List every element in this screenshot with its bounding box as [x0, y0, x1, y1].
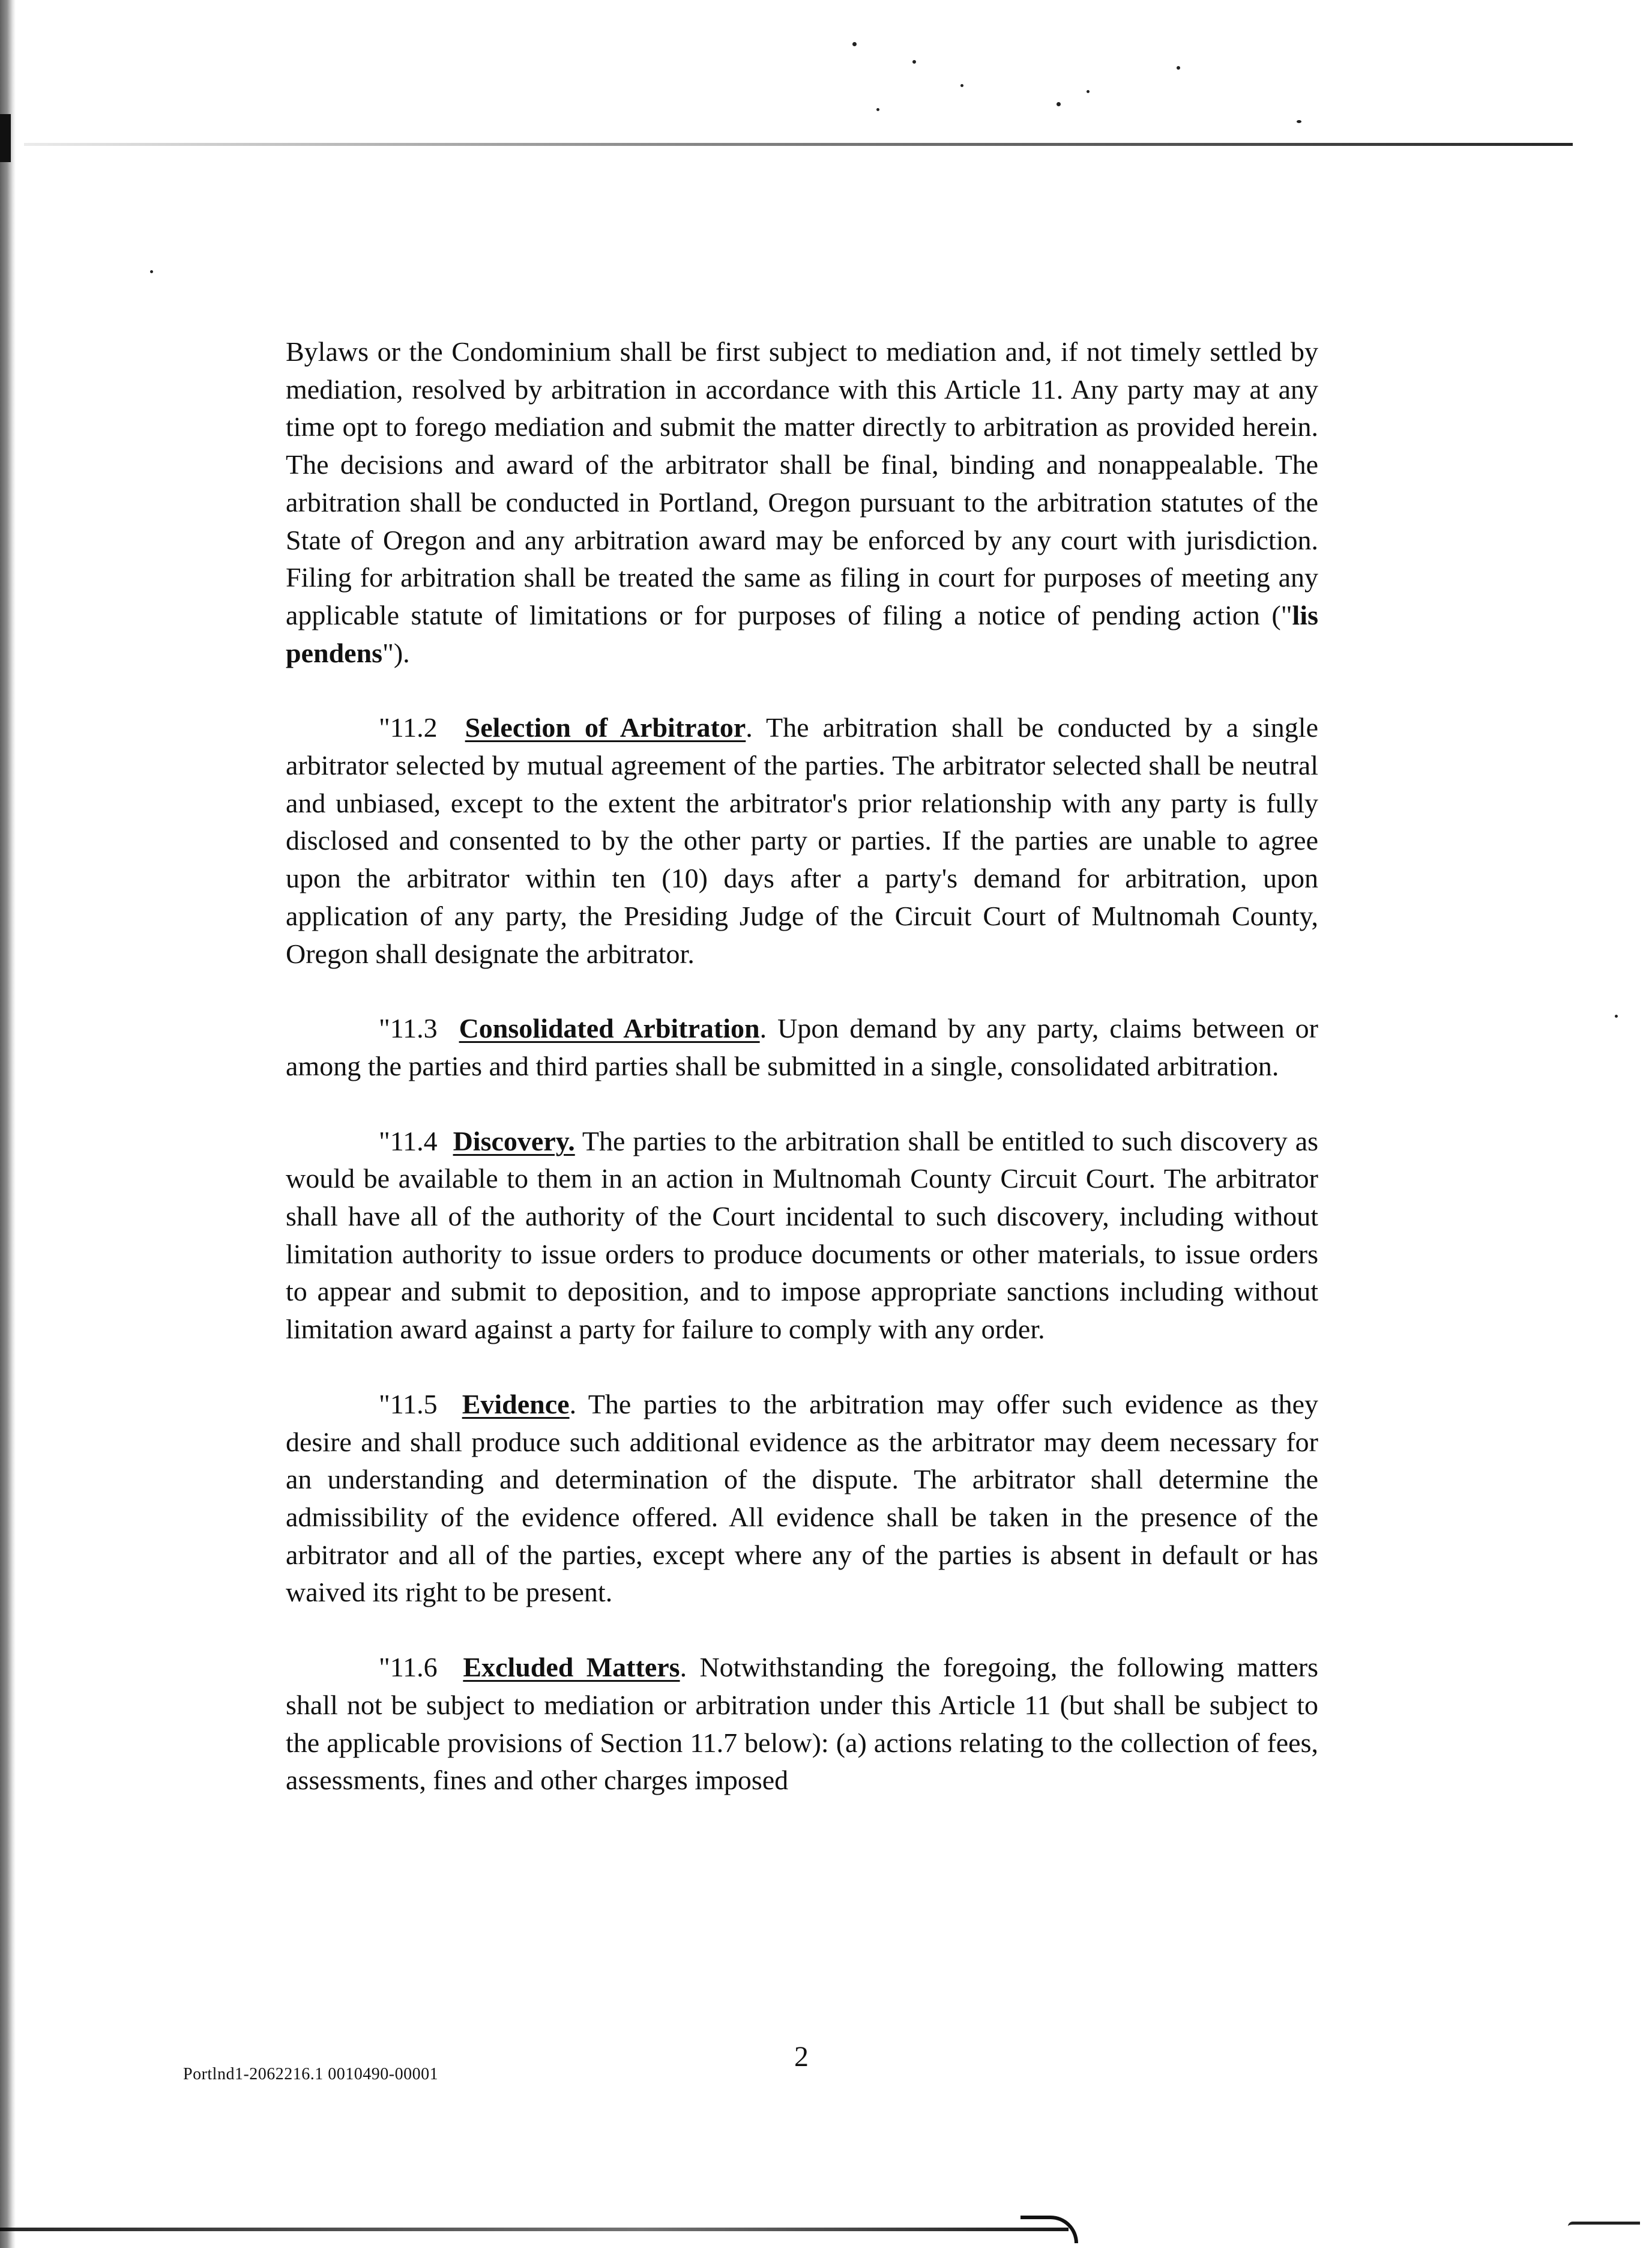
section-number: "11.5: [379, 1388, 438, 1419]
section-heading: Evidence: [462, 1388, 570, 1419]
section-heading: Excluded Matters: [463, 1652, 680, 1683]
scan-speck: [1177, 66, 1180, 70]
scan-speck: [876, 108, 879, 111]
opening-closing: ").: [382, 637, 410, 668]
section-11-4: [286, 1123, 1318, 1349]
section-text: . The parties to the arbitration may offer such evidence as they desire and shall produce such additional evidence as the arbitrator may deem necessary for an understanding and determination of the dispute. The arbitrator shall determine the admissibility of the evidence offered. All evidence shall be taken in the presence of the arbitrator and all of the parties, except where any of the parties is absent in default or has waived its right to be present.: [286, 1388, 1319, 1608]
section-11-5: [286, 1386, 1318, 1612]
scan-speck: [150, 270, 153, 273]
section-text: . The arbitration shall be conducted by a single arbitrator selected by mutual agreement of the parties. The arbitrator selected shall be neutral and unbiased, except to the extent the arbitrator's prior relationship with any party is fully disclosed and consented to by the other party or parties. If the parties are unable to agree upon the arbitrator within ten (10) days after a party's demand for arbitration, upon application of any party, the Presiding Judge of the Circuit Court of Multnomah County, Oregon shall designate the arbitrator.: [286, 712, 1318, 969]
scan-bottom-hook: [1020, 2216, 1078, 2243]
scan-speck: [1297, 120, 1301, 123]
scan-left-edge-mark: [0, 114, 11, 162]
scan-speck: [852, 42, 857, 46]
section-11-2: [286, 709, 1318, 973]
scan-top-rule: [24, 143, 1573, 146]
scan-corner-mark: [1568, 2222, 1640, 2235]
opening-paragraph: [286, 333, 1318, 672]
section-number: "11.6: [379, 1652, 438, 1683]
scan-speck: [960, 84, 963, 87]
section-heading: Selection of Arbitrator: [465, 712, 746, 743]
scan-speck: [1057, 102, 1061, 106]
document-id: Portlnd1-2062216.1 0010490-00001: [183, 2065, 439, 2083]
section-number: "11.4: [379, 1125, 438, 1156]
document-body: [286, 333, 1318, 1837]
section-text: . Notwithstanding the foregoing, the following matters shall not be subject to mediation or arbitration under this Article 11 (but shall be subject to the applicable provisions of Section 11.7 below): (a) actions relating to the collection of fees, assessments, fines and other charges imposed: [286, 1652, 1318, 1796]
section-number: "11.2: [379, 712, 438, 743]
section-heading: Consolidated Arbitration: [459, 1013, 760, 1044]
section-11-3: [286, 1010, 1318, 1085]
section-11-6: [286, 1649, 1318, 1799]
scan-left-edge: [0, 0, 16, 2248]
page-number: 2: [794, 2041, 809, 2073]
section-number: "11.3: [379, 1013, 438, 1044]
section-text: . Upon demand by any party, claims between or among the parties and third parties shall be submitted in a single, consolidated arbitration.: [286, 1013, 1319, 1081]
section-text: The parties to the arbitration shall be entitled to such discovery as would be available to them in an action in Multnomah County Circuit Court. The arbitrator shall have all of the authority of the Court incidental to such discovery, including without limitation authority to issue orders to produce documents or other materials, to issue orders to appear and submit to deposition, and to impose appropriate sanctions including without limitation award against a party for failure to comply with any order.: [286, 1125, 1319, 1345]
scan-speck: [1087, 90, 1090, 93]
scan-speck: [912, 60, 916, 64]
opening-text: Bylaws or the Condominium shall be first subject to mediation and, if not timely settled by mediation, resolved by arbitration in accordance with this Article 11. Any party may at any time opt to forego mediation and submit the matter directly to arbitration as provided herein. The decisions and award of the arbitrator shall be final, binding and nonappealable. The arbitration shall be conducted in Portland, Oregon pursuant to the arbitration statutes of the State of Oregon and any arbitration award may be enforced by any court with jurisdiction. Filing for arbitration shall be treated the same as filing in court for purposes of meeting any applicable statute of limitations or for purposes of filing a notice of pending action (": [286, 336, 1318, 630]
scan-speck: [1615, 1015, 1618, 1018]
scan-bottom-rule: [0, 2228, 1069, 2231]
lis-pendens-term: lis pendens: [286, 599, 1318, 668]
section-heading: Discovery.: [453, 1125, 575, 1156]
